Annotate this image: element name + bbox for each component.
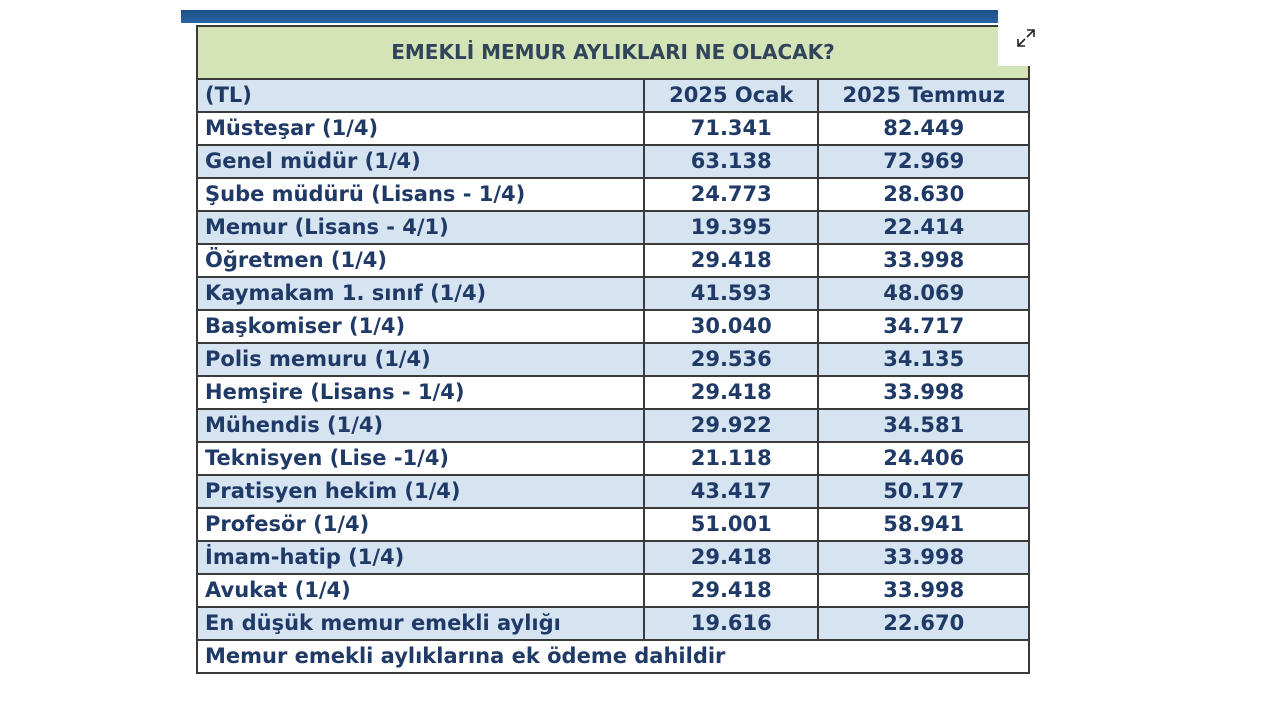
- salary-table: [196, 25, 1030, 674]
- table-row: [197, 178, 1029, 211]
- table-title-row: [197, 26, 1029, 79]
- table-row: [197, 376, 1029, 409]
- row-temmuz-value: 50.177: [818, 475, 1029, 508]
- table-row: [197, 310, 1029, 343]
- row-temmuz-value: 22.670: [818, 607, 1029, 640]
- row-temmuz-value: 33.998: [818, 244, 1029, 277]
- row-ocak-value: 21.118: [644, 442, 818, 475]
- row-temmuz-value: 34.717: [818, 310, 1029, 343]
- table-row: [197, 343, 1029, 376]
- table-row: [197, 145, 1029, 178]
- row-temmuz-value: 33.998: [818, 574, 1029, 607]
- row-label: Genel müdür (1/4): [197, 145, 644, 178]
- header-temmuz: 2025 Temmuz: [818, 79, 1029, 112]
- row-label: Profesör (1/4): [197, 508, 644, 541]
- header-unit: (TL): [197, 79, 644, 112]
- row-label: Pratisyen hekim (1/4): [197, 475, 644, 508]
- row-label: Müsteşar (1/4): [197, 112, 644, 145]
- row-temmuz-value: 22.414: [818, 211, 1029, 244]
- table-note: Memur emekli aylıklarına ek ödeme dahildir: [197, 640, 1029, 673]
- row-temmuz-value: 33.998: [818, 541, 1029, 574]
- top-accent-bar: [181, 10, 998, 23]
- table-row: [197, 277, 1029, 310]
- row-temmuz-value: 82.449: [818, 112, 1029, 145]
- table-row: [197, 211, 1029, 244]
- row-label: Polis memuru (1/4): [197, 343, 644, 376]
- row-ocak-value: 29.418: [644, 541, 818, 574]
- table-title: EMEKLİ MEMUR AYLIKLARI NE OLACAK?: [197, 26, 1029, 79]
- table-row: [197, 541, 1029, 574]
- row-temmuz-value: 34.581: [818, 409, 1029, 442]
- row-ocak-value: 29.418: [644, 376, 818, 409]
- row-ocak-value: 43.417: [644, 475, 818, 508]
- row-temmuz-value: 28.630: [818, 178, 1029, 211]
- table-row: [197, 607, 1029, 640]
- row-label: Kaymakam 1. sınıf (1/4): [197, 277, 644, 310]
- row-temmuz-value: 72.969: [818, 145, 1029, 178]
- row-ocak-value: 29.922: [644, 409, 818, 442]
- row-temmuz-value: 24.406: [818, 442, 1029, 475]
- row-label: Memur (Lisans - 4/1): [197, 211, 644, 244]
- row-ocak-value: 51.001: [644, 508, 818, 541]
- row-ocak-value: 29.418: [644, 244, 818, 277]
- row-ocak-value: 41.593: [644, 277, 818, 310]
- row-label: Başkomiser (1/4): [197, 310, 644, 343]
- table-row: [197, 244, 1029, 277]
- row-ocak-value: 19.616: [644, 607, 818, 640]
- row-ocak-value: 29.536: [644, 343, 818, 376]
- row-label: En düşük memur emekli aylığı: [197, 607, 644, 640]
- table-row: [197, 574, 1029, 607]
- expand-icon: [1016, 28, 1036, 48]
- row-ocak-value: 19.395: [644, 211, 818, 244]
- table-row: [197, 112, 1029, 145]
- row-label: İmam-hatip (1/4): [197, 541, 644, 574]
- table-row: [197, 508, 1029, 541]
- salary-table-image: [181, 23, 1054, 720]
- row-label: Öğretmen (1/4): [197, 244, 644, 277]
- row-label: Mühendis (1/4): [197, 409, 644, 442]
- row-temmuz-value: 33.998: [818, 376, 1029, 409]
- row-ocak-value: 24.773: [644, 178, 818, 211]
- row-temmuz-value: 34.135: [818, 343, 1029, 376]
- row-label: Avukat (1/4): [197, 574, 644, 607]
- table-row: [197, 475, 1029, 508]
- expand-button[interactable]: [998, 10, 1054, 66]
- table-header-row: [197, 79, 1029, 112]
- row-ocak-value: 71.341: [644, 112, 818, 145]
- row-label: Şube müdürü (Lisans - 1/4): [197, 178, 644, 211]
- row-label: Teknisyen (Lise -1/4): [197, 442, 644, 475]
- row-temmuz-value: 58.941: [818, 508, 1029, 541]
- row-ocak-value: 30.040: [644, 310, 818, 343]
- table-row: [197, 409, 1029, 442]
- table-row: [197, 442, 1029, 475]
- header-ocak: 2025 Ocak: [644, 79, 818, 112]
- row-ocak-value: 29.418: [644, 574, 818, 607]
- row-ocak-value: 63.138: [644, 145, 818, 178]
- table-note-row: [197, 640, 1029, 673]
- row-temmuz-value: 48.069: [818, 277, 1029, 310]
- row-label: Hemşire (Lisans - 1/4): [197, 376, 644, 409]
